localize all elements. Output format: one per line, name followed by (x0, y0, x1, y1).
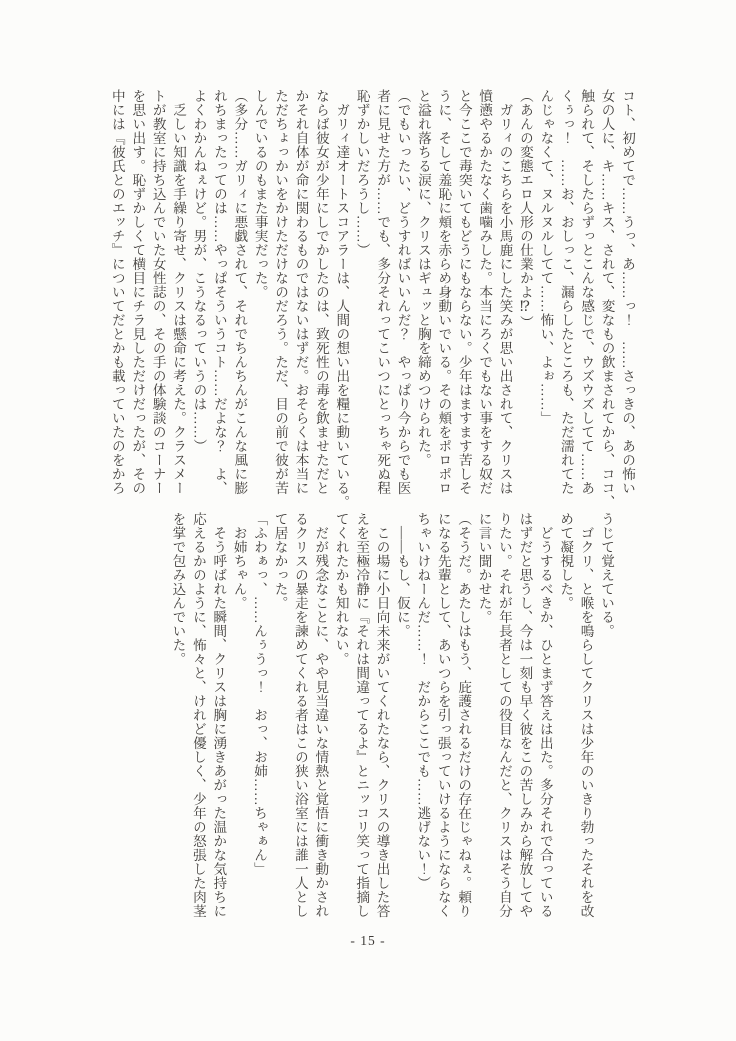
text-line: よくわかんねぇけど。男が、こうなるっていうのは……） (191, 89, 207, 453)
text-line: （そうだ。あたしはもう、庇護されるだけの存在じゃねぇ。頼り (456, 512, 472, 918)
text-line: （でもいったい、どうすればいいんだ？ やっぱり今からでも医 (395, 89, 411, 495)
text-line: りたい。それが年長者としての役目なんだと、クリスはそう自分 (496, 512, 512, 918)
text-line: ちゃいけねーんだ……！ だからここでも……逃げない！） (415, 512, 431, 890)
text-line: ゴクリ、と喉を鳴らしてクリスは少年のいきり勃ったそれを改 (578, 512, 594, 918)
text-line: （多分……ガリィに悪戯されて、それでちんちんがこんな風に膨 (232, 89, 248, 495)
text-line: うに、そして羞恥に頬を赤らめ身動いでいる。その頬をポロポロ (436, 89, 452, 495)
text-line: しんでいるのもまた事実だった。 (252, 89, 268, 299)
text-line: 中には『彼氏とのエッチ』についてだとかも載っていたのをかろ (109, 89, 125, 495)
text-line: 乏しい知識を手繰り寄せ、クリスは懸命に考えた。クラスメー (171, 89, 187, 495)
text-line: を掌で包み込んでいた。 (170, 512, 186, 666)
text-line: めて凝視した。 (558, 512, 574, 610)
text-line: 恥ずかしいだろうし……） (354, 89, 370, 257)
lower-text-block (167, 512, 616, 918)
text-line: くぅっ！ ……お、おしっこ、漏らしたところも、ただ濡れてた (558, 89, 574, 495)
text-line: んじゃなくて、ヌルヌルしてて……怖い、よぉ……」 (538, 89, 554, 425)
text-line: （あんの変態エロ人形の仕業かよ⁉） (517, 89, 533, 330)
text-line: を思い出す。恥ずかしくて横目にチラ見しただけだったが、その (130, 89, 146, 495)
text-line: て居なかった。 (272, 512, 288, 610)
text-line: ただちょっかいをかけただけなのだろう。ただ、目の前で彼が苦 (273, 89, 289, 495)
page-number: - 15 - (350, 933, 386, 948)
text-line: ガリィのこちらを小馬鹿にした笑みが思い出されて、クリスは (497, 89, 513, 495)
upper-text-block (106, 89, 637, 509)
text-line: と今ここで毒突いてもどうにもならない。少年はますます苦しそ (456, 89, 472, 495)
text-line: ならば彼女が少年にしでかしたのは、致死性の毒を飲ませただと (313, 89, 329, 495)
text-line: 「ふわぁっ、……んぅうっ！ おっ、お姉……ちゃぁん」 (252, 512, 268, 876)
text-line: と溢れ落ちる涙に、クリスはギュッと胸を締めつけられた。 (415, 89, 431, 467)
text-line: になる先輩として、あいつらを引っ張っていけるようにならなく (435, 512, 451, 918)
text-line: 触られて、そしたらずっとこんな感じで、ウズウズしてて……あ (579, 89, 595, 495)
text-line: だが残念なことに、やや見当違いな情熱と覚悟に衝き動かされ (313, 512, 329, 918)
text-line: えを至極冷静に『それは間違ってるよ』とニッコリ笑って指摘し (354, 512, 370, 918)
text-line: 者に見せた方が……でも、多分それってこいつにとっちゃ死ぬ程 (375, 89, 391, 495)
text-line: お姉ちゃん。 (231, 512, 247, 610)
text-line: どうするべきか、ひとまず答えは出た。多分それで合っている (537, 512, 553, 918)
text-line: ――もし、仮に。 (394, 512, 410, 638)
text-line: うじて覚えている。 (599, 512, 614, 638)
text-line: コト、初めてで……うっ、あ……っ！ ……さっきの、あの怖い (620, 89, 635, 495)
text-line: 女の人に、キ……キス、されて、変なもの飲まされてから、ココ、 (599, 89, 615, 509)
text-line: てくれたかも知れない。 (333, 512, 349, 666)
text-line: るクリスの暴走を諫めてくれる者はこの狭い浴室には誰一人とし (292, 512, 308, 918)
text-line: かそれ自体が命に関わるものではないはずだ。おそらくは本当に (293, 89, 309, 495)
text-line: 憤懣やるかたなく歯噛みした。本当にろくでもない事をする奴だ (477, 89, 493, 495)
text-line: れちまったってのは……やっぱそういうコト……だよな？ よ、 (211, 89, 227, 495)
text-line: 応えるかのように、怖々と、けれど優しく、少年の怒張した肉茎 (190, 512, 206, 918)
text-line: に言い聞かせた。 (476, 512, 492, 624)
text-line: この場に小日向未来がいてくれたなら、クリスの導き出した答 (374, 512, 390, 918)
text-line: はずだと思うし、今は一刻も早く彼をこの苦しみから解放してや (517, 512, 533, 918)
text-line: そう呼ばれた瞬間、クリスは胸に湧きあがった温かな気持ちに (211, 512, 227, 918)
text-line: トが教室に持ち込んでいた女性誌の、その手の体験談のコーナー (150, 89, 166, 495)
text-line: ガリィ達オートスコアラーは、人間の想い出を糧に動いている。 (334, 89, 350, 509)
